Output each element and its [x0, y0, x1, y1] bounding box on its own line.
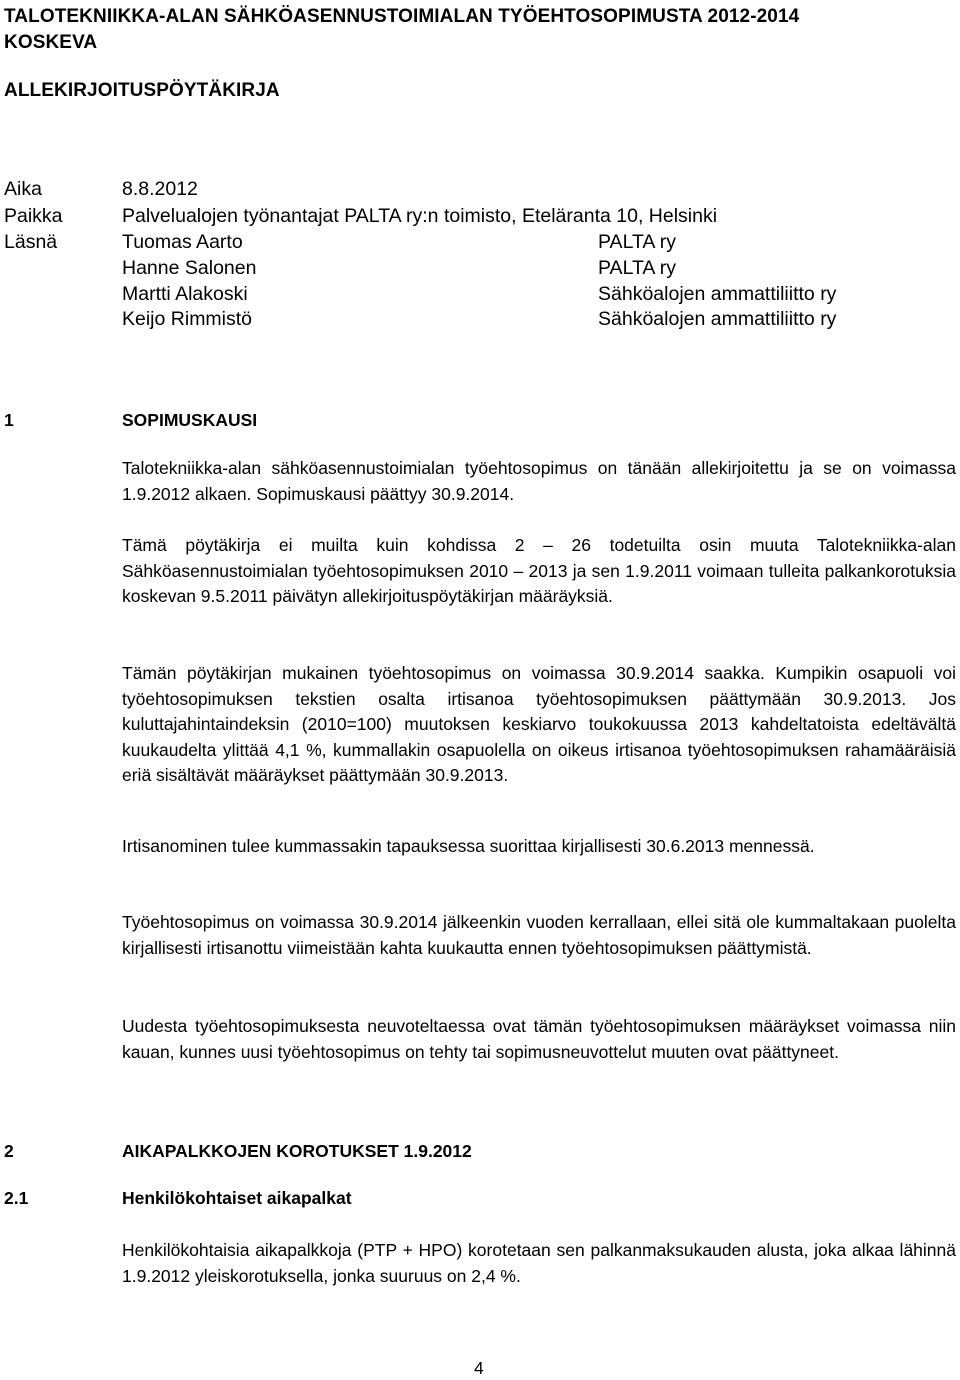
section-2-number: 2 [4, 1141, 14, 1161]
section-2-1-number: 2.1 [4, 1188, 29, 1208]
section-2-1-paragraph: Henkilökohtaisia aikapalkkoja (PTP + HPO) korotetaan sen palkanmaksukauden alusta, joka alkaa lähinnä 1.9.2012 yleiskorotuksella, jonka suuruus on 2,4 %. [122, 1240, 956, 1286]
page-number: 4 [474, 1358, 484, 1378]
paikka-value: Palvelualojen työnantajat PALTA ry:n toimisto, Eteläranta 10, Helsinki [122, 205, 718, 227]
paikka-label: Paikka [4, 205, 63, 227]
lasna-label: Läsnä [4, 231, 58, 253]
document-title-line2: KOSKEVA [4, 32, 98, 53]
attendee-org: PALTA ry [598, 257, 677, 279]
section-1-title: SOPIMUSKAUSI [122, 410, 258, 430]
document-subtitle: ALLEKIRJOITUSPÖYTÄKIRJA [4, 80, 280, 101]
section-1-paragraph: Talotekniikka-alan sähköasennustoimialan työehtosopimus on tänään allekirjoitettu ja se on voimassa 1.9.2012 alkaen. Sopimuskausi päättyy 30.9.2014. [122, 458, 956, 504]
document-title-line1: TALOTEKNIIKKA-ALAN SÄHKÖASENNUSTOIMIALAN TYÖEHTOSOPIMUSTA 2012-2014 [4, 6, 800, 27]
section-1-paragraph: Tämä pöytäkirja ei muilta kuin kohdissa 2 – 26 todetuilta osin muuta Talotekniikka-alan Sähköasennustoimialan työehtosopimuksen 2010 – 2013 ja sen 1.9.2011 voimaan tulleita palkankorotuksia koskevan 9.5.2011 päivätyn allekirjoituspöytäkirjan määräyksiä. [122, 535, 956, 607]
section-1-paragraph: Tämän pöytäkirjan mukainen työehtosopimus on voimassa 30.9.2014 saakka. Kumpikin osapuoli voi työehtosopimuksen tekstien osalta irtisanoa työehtosopimuksen päättymään 30.9.2013. Jos kuluttajahintaindeksin (2010=100) muutoksen keskiarvo toukokuussa 2013 kahdeltatoista edeltävältä kuukaudelta ylittää 4,1 %, kummallakin osapuolella on oikeus irtisanoa työehtosopimuksen rahamääräisiä eriä sisältävät määräykset päättymään 30.9.2013. [122, 663, 956, 786]
section-1-paragraph: Irtisanominen tulee kummassakin tapauksessa suorittaa kirjallisesti 30.6.2013 mennessä. [122, 836, 815, 856]
attendee-name: Martti Alakoski [122, 283, 248, 305]
section-1-number: 1 [4, 410, 14, 430]
section-2-title: AIKAPALKKOJEN KOROTUKSET 1.9.2012 [122, 1141, 472, 1161]
aika-value: 8.8.2012 [122, 178, 198, 200]
attendee-name: Tuomas Aarto [122, 231, 243, 253]
attendee-name: Hanne Salonen [122, 257, 257, 279]
attendee-org: Sähköalojen ammattiliitto ry [598, 308, 837, 330]
aika-label: Aika [4, 178, 42, 200]
section-1-paragraph: Työehtosopimus on voimassa 30.9.2014 jälkeenkin vuoden kerrallaan, ellei sitä ole kummaltakaan puolelta kirjallisesti irtisanottu viimeistään kahta kuukautta ennen työehtosopimuksen päättymistä. [122, 912, 956, 958]
section-1-paragraph: Uudesta työehtosopimuksesta neuvoteltaessa ovat tämän työehtosopimuksen määräykset voimassa niin kauan, kunnes uusi työehtosopimus on tehty tai sopimusneuvottelut muuten ovat päättyneet. [122, 1016, 956, 1062]
attendee-org: Sähköalojen ammattiliitto ry [598, 283, 837, 305]
attendee-org: PALTA ry [598, 231, 677, 253]
attendee-name: Keijo Rimmistö [122, 308, 253, 330]
section-2-1-title: Henkilökohtaiset aikapalkat [122, 1188, 352, 1208]
